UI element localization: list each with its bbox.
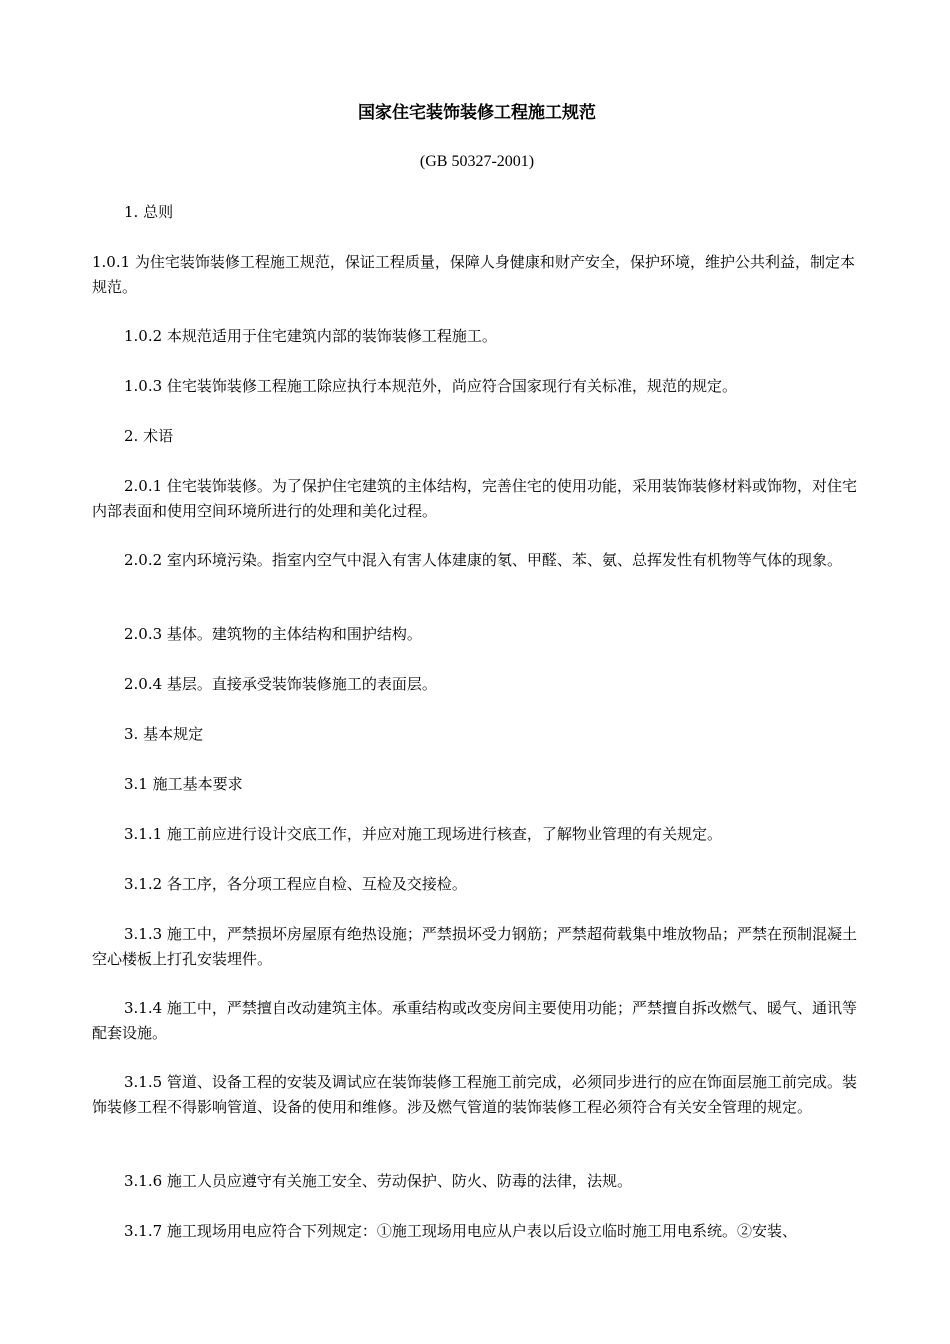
paragraph: 3.1.1 施工前应进行设计交底工作，并应对施工现场进行核查，了解物业管理的有关规定。 xyxy=(124,825,722,843)
paragraph: 2.0.4 基层。直接承受装饰装修施工的表面层。 xyxy=(124,675,437,693)
paragraph: 3.1.2 各工序，各分项工程应自检、互检及交接检。 xyxy=(124,875,467,893)
paragraph: 1. 总则 xyxy=(124,203,174,221)
paragraph: 3.1 施工基本要求 xyxy=(124,775,243,793)
paragraph: 2.0.2 室内环境污染。指室内空气中混入有害人体建康的氡、甲醛、苯、氨、总挥发性有机物等气体的现象。 xyxy=(124,551,842,569)
paragraph: 3.1.3 施工中，严禁损坏房屋原有绝热设施；严禁损坏受力钢筋；严禁超荷载集中堆放物品；严禁在预制混凝土空心楼板上打孔安装埋件。 xyxy=(92,925,857,968)
document-page xyxy=(92,0,862,1344)
paragraph: 2.0.3 基体。建筑物的主体结构和围护结构。 xyxy=(124,625,422,643)
paragraph: 3.1.5 管道、设备工程的安装及调试应在装饰装修工程施工前完成，必须同步进行的应在饰面层施工前完成。装饰装修工程不得影响管道、设备的使用和维修。涉及燃气管道的装饰装修工程必须符合有关安全管理的规定。 xyxy=(92,1073,857,1116)
paragraph: 1.0.2 本规范适用于住宅建筑内部的装饰装修工程施工。 xyxy=(124,327,497,345)
paragraph: 3.1.6 施工人员应遵守有关施工安全、劳动保护、防火、防毒的法律，法规。 xyxy=(124,1172,632,1190)
paragraph: 3.1.4 施工中，严禁擅自改动建筑主体。承重结构或改变房间主要使用功能；严禁擅自拆改燃气、暖气、通讯等配套设施。 xyxy=(92,999,857,1042)
paragraph: 1.0.3 住宅装饰装修工程施工除应执行本规范外，尚应符合国家现行有关标准，规范的规定。 xyxy=(124,377,737,395)
standard-code: (GB 50327-2001) xyxy=(419,153,535,170)
paragraph: 2. 术语 xyxy=(124,427,174,445)
paragraph: 2.0.1 住宅装饰装修。为了保护住宅建筑的主体结构，完善住宅的使用功能，采用装饰装修材料或饰物，对住宅内部表面和使用空间环境所进行的处理和美化过程。 xyxy=(92,477,857,520)
document-title: 国家住宅装饰装修工程施工规范 xyxy=(358,103,596,123)
paragraph: 3.1.7 施工现场用电应符合下列规定：①施工现场用电应从户表以后设立临时施工用电系统。②安装、 xyxy=(124,1222,797,1240)
paragraph: 3. 基本规定 xyxy=(124,725,204,743)
paragraph: 1.0.1 为住宅装饰装修工程施工规范，保证工程质量，保障人身健康和财产安全，保护环境，维护公共利益，制定本规范。 xyxy=(92,253,855,296)
